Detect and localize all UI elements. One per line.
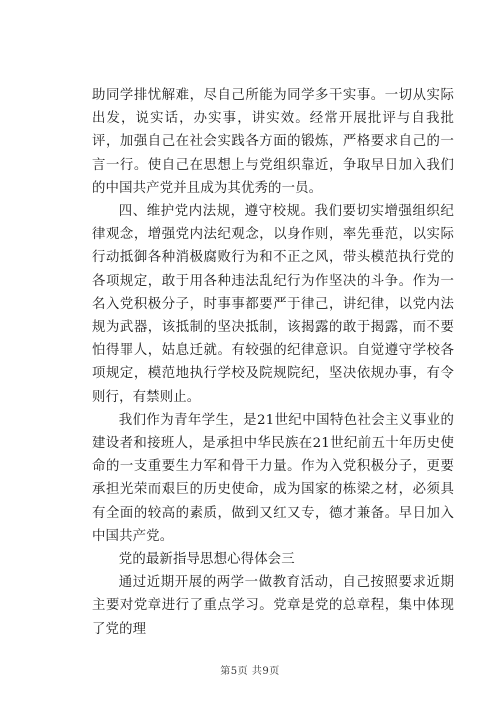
- section-heading: 党的最新指导思想心得体会三: [118, 552, 295, 568]
- paragraph-continuation: 助同学排忧解难，尽自己所能为同学多干实事。一切从实际出发，说实话，办实事，讲实效。经常开展批评与自我批评，加强自己在社会实践各方面的锻炼，严格要求自己的一言一行。使自己在思想上与党组织靠近，争取早日加入我们的中国共产党并且成为其优秀的一员。: [92, 88, 454, 196]
- paragraph-study: 通过近期开展的两学一做教育活动，自己按照要求近期主要对党章进行了重点学习。党章是党的总章程，集中体现了党的理: [92, 575, 454, 637]
- paragraph-youth: 我们作为青年学生，是21世纪中国特色社会主义事业的建设者和接班人，是承担中华民族在21世纪前五十年历史使命的一支重要生力军和骨干力量。作为入党积极分子，更要承担光荣而艰巨的历史使命，成为国家的栋梁之材，必须具有全面的较高的素质，做到又红又专，德才兼备。早日加入中国共产党。: [92, 412, 454, 544]
- document-body: [92, 84, 454, 641]
- paragraph-discipline: 四、维护党内法规，遵守校规。我们要切实增强组织纪律观念，增强党内法纪观念，以身作则，率先垂范，以实际行动抵御各种消极腐败行为和不正之风，带头模范执行党的各项规定，敢于用各种违法乱纪行为作坚决的斗争。作为一名入党积极分子，时事事都要严于律己，讲纪律，以党内法规为武器，该抵制的坚决抵制，该揭露的敢于揭露，而不要怕得罪人，姑息迁就。有较强的纪律意识。自觉遵守学校各项规定，模范地执行学校及院规院纪，坚决依规办事，有令则行，有禁则止。: [92, 204, 454, 405]
- page-number-footer: 第5页 共9页: [220, 666, 280, 677]
